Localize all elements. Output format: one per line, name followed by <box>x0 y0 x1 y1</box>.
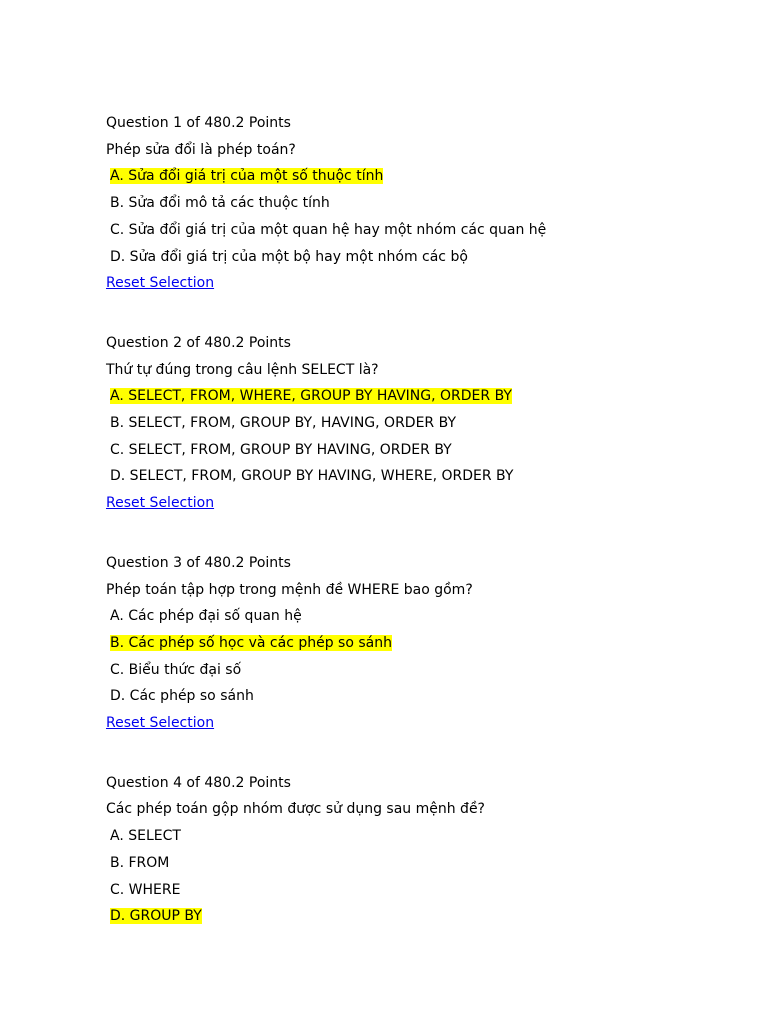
option-b[interactable] <box>106 190 746 217</box>
option-label: B. SELECT, FROM, GROUP BY, HAVING, ORDER BY <box>110 415 456 432</box>
option-label: C. SELECT, FROM, GROUP BY HAVING, ORDER BY <box>110 441 452 458</box>
quiz-document <box>106 110 746 963</box>
reset-selection-link[interactable]: Reset Selection <box>106 275 215 292</box>
question-header: Question 2 of 480.2 Points <box>106 334 291 351</box>
option-label: B. Các phép số học và các phép so sánh <box>110 634 392 651</box>
option-label: C. Sửa đổi giá trị của một quan hệ hay một nhóm các quan hệ <box>110 221 547 238</box>
option-label: C. WHERE <box>110 881 181 898</box>
question-prompt: Các phép toán gộp nhóm được sử dụng sau mệnh đề? <box>106 801 485 818</box>
option-label: D. Sửa đổi giá trị của một bộ hay một nhóm các bộ <box>110 248 468 265</box>
question-header: Question 1 of 480.2 Points <box>106 115 291 131</box>
reset-selection-link[interactable]: Reset Selection <box>106 495 215 512</box>
option-label: A. SELECT <box>110 828 181 845</box>
option-a[interactable] <box>106 823 746 850</box>
question-2 <box>106 330 746 517</box>
option-label: C. Biểu thức đại số <box>110 661 242 678</box>
option-label: B. FROM <box>110 854 170 871</box>
option-b[interactable] <box>106 410 746 437</box>
question-prompt: Phép sửa đổi là phép toán? <box>106 141 296 158</box>
option-c[interactable] <box>106 657 746 684</box>
option-a[interactable] <box>106 163 746 190</box>
option-c[interactable] <box>106 217 746 244</box>
option-label: D. Các phép so sánh <box>110 688 254 705</box>
option-d[interactable] <box>106 683 746 710</box>
question-4 <box>106 770 746 930</box>
option-a[interactable] <box>106 383 746 410</box>
option-label: A. Các phép đại số quan hệ <box>110 608 302 625</box>
question-header: Question 3 of 480.2 Points <box>106 554 291 571</box>
question-3 <box>106 550 746 737</box>
option-b[interactable] <box>106 850 746 877</box>
option-label: D. GROUP BY <box>110 908 202 925</box>
option-c[interactable] <box>106 877 746 904</box>
question-1 <box>106 110 746 297</box>
option-label: D. SELECT, FROM, GROUP BY HAVING, WHERE, ORDER BY <box>110 468 514 485</box>
reset-selection-link[interactable]: Reset Selection <box>106 715 215 732</box>
option-a[interactable] <box>106 603 746 630</box>
question-prompt: Phép toán tập hợp trong mệnh đề WHERE bao gồm? <box>106 581 473 598</box>
option-d[interactable] <box>106 903 746 930</box>
option-b[interactable] <box>106 630 746 657</box>
option-d[interactable] <box>106 244 746 271</box>
option-label: B. Sửa đổi mô tả các thuộc tính <box>110 195 330 212</box>
question-prompt: Thứ tự đúng trong câu lệnh SELECT là? <box>106 361 379 378</box>
option-d[interactable] <box>106 463 746 490</box>
question-header: Question 4 of 480.2 Points <box>106 774 291 791</box>
option-c[interactable] <box>106 437 746 464</box>
option-label: A. SELECT, FROM, WHERE, GROUP BY HAVING, ORDER BY <box>110 388 512 405</box>
option-label: A. Sửa đổi giá trị của một số thuộc tính <box>110 168 384 185</box>
